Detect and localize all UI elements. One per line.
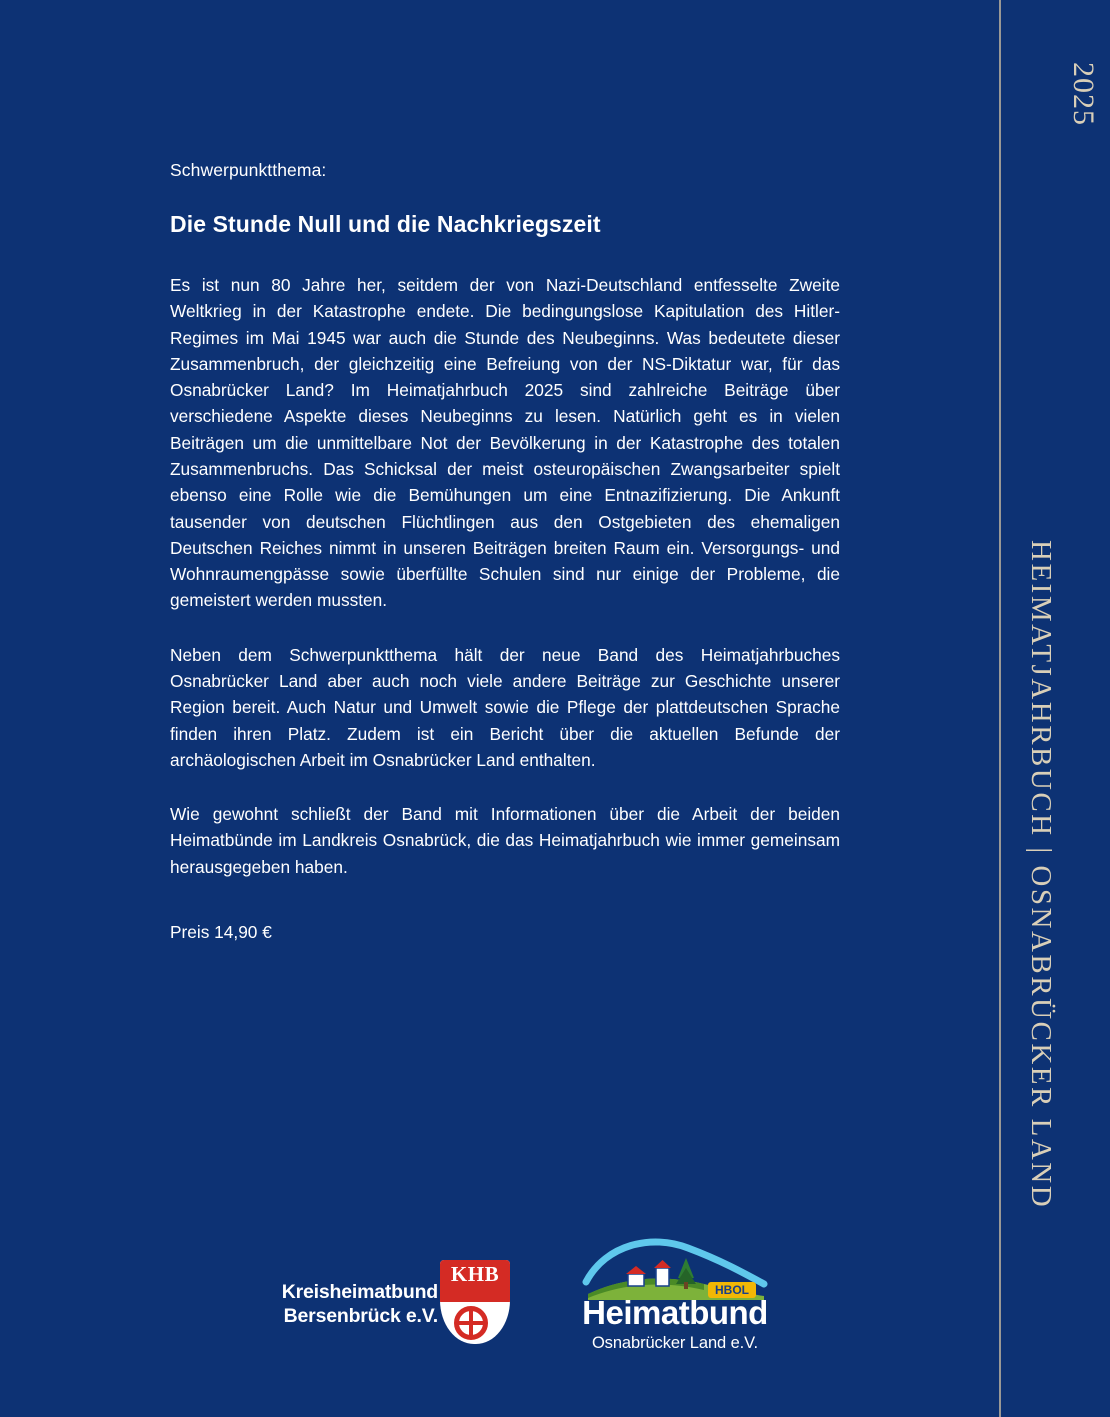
heimatbund-wordmark: Heimatbund bbox=[582, 1294, 768, 1331]
heimatbund-logo bbox=[550, 1238, 800, 1358]
landscape-emblem-icon bbox=[582, 1238, 768, 1300]
spine-divider-rule bbox=[999, 0, 1001, 1417]
spine-year: 2025 bbox=[1067, 62, 1100, 126]
wheel-cross-icon bbox=[454, 1306, 488, 1340]
back-cover-text-block bbox=[170, 160, 840, 943]
spine-title: HEIMATJAHRBUCH | OSNABRÜCKER LAND bbox=[1025, 540, 1057, 1210]
kreisheimatbund-line2: Bersenbrück e.V. bbox=[283, 1305, 438, 1328]
page-title: Die Stunde Null und die Nachkriegszeit bbox=[170, 211, 601, 237]
kreisheimatbund-logo bbox=[240, 1260, 510, 1345]
publisher-logos bbox=[170, 1230, 840, 1360]
body-paragraph-2: Neben dem Schwerpunktthema hält der neue Band des Heimatjahrbuches Osnabrücker Land aber auch noch viele andere Beiträge zur Geschichte unserer Region bereit. Auch Natur und Umwelt sowie die Pflege der plattdeutschen Sprache finden ihren Platz. Zudem ist ein Bericht über die aktuellen Befunde der archäologischen Arbeit im Osnabrücker Land enthalten. bbox=[170, 644, 840, 770]
body-paragraph-3: Wie gewohnt schließt der Band mit Informationen über die Arbeit der beiden Heimatbünde im Landkreis Osnabrück, die das Heimatjahrbuch wie immer gemeinsam herausgegeben haben. bbox=[170, 804, 840, 877]
shield-letters: KHB bbox=[450, 1262, 500, 1286]
heimatbund-subtitle: Osnabrücker Land e.V. bbox=[591, 1334, 759, 1352]
focus-topic-label: Schwerpunktthema: bbox=[170, 160, 327, 180]
svg-text:HBOL: HBOL bbox=[715, 1283, 749, 1297]
body-paragraph-1: Es ist nun 80 Jahre her, seitdem der von Nazi-Deutschland entfesselte Zweite Weltkrieg in der Katastrophe endete. Die bedingungslose Kapitulation des Hitler-Regimes im Mai 1945 war auch die Stunde des Neubeginns. Was bedeutete dieser Zusammenbruch, der gleichzeitig eine Befreiung von der NS-Diktatur war, für das Osnabrücker Land? Im Heimatjahrbuch 2025 sind zahlreiche Beiträge über verschiedene Aspekte dieses Neubeginns zu lesen. Natürlich geht es in vielen Beiträgen um die unmittelbare Not der Bevölkerung in der Katastrophe des totalen Zusammenbruchs. Das Schicksal der meist osteuropäischen Zwangsarbeiter spielt ebenso eine Rolle wie die Bemühungen um eine Entnazifizierung. Die Ankunft tausender von deutschen Flüchtlingen aus den Ostgebieten des ehemaligen Deutschen Reiches nimmt in unseren Beiträgen breiten Raum ein. Versorgungs- und Wohnraumengpässe sowie überfüllte Schulen sind nur einige der Probleme, die gemeistert werden mussten. bbox=[170, 275, 840, 611]
shield-icon bbox=[440, 1260, 510, 1344]
kreisheimatbund-wordmark bbox=[238, 1280, 438, 1329]
kreisheimatbund-line1: Kreisheimatbund bbox=[281, 1281, 438, 1303]
price-label: Preis 14,90 € bbox=[170, 921, 272, 942]
